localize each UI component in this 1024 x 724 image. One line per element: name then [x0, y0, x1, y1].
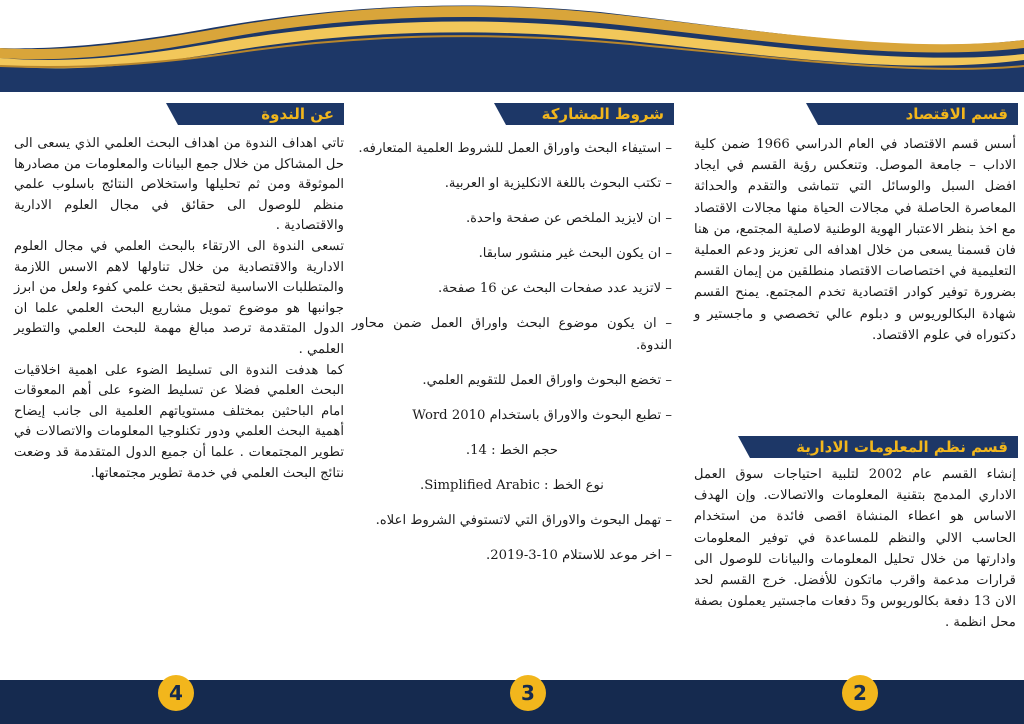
about-paragraphs	[14, 134, 344, 484]
section-header-mis	[738, 436, 1018, 458]
condition-item: – تهمل البحوث والاوراق التي لاتستوفي الشروط اعلاه.	[375, 513, 672, 528]
condition-item-font-type: نوع الخط : Simplified Arabic.	[420, 478, 604, 493]
section-header-about	[166, 103, 344, 125]
header-banner	[0, 0, 1024, 92]
about-paragraph-2: تسعى الندوة الى الارتقاء بالبحث العلمي في مجال العلوم الادارية والاقتصادية من خلال تناولها لاهم الاسس اللازمة والمتطلبات الاساسية لتحقيق بحث علمي كفوء ولعل من ابرز جوانبها هو موضوع تمويل مشاريع البحث العلمي علما ان الدول المتقدمة ترصد مبالغ مهمة للبحث العلمي والتطوير العلمي .	[14, 238, 344, 357]
condition-item: – لاتزيد عدد صفحات البحث عن 16 صفحة.	[438, 281, 672, 296]
section-header-conditions	[494, 103, 674, 125]
page-number-2: 2	[842, 675, 878, 711]
condition-item: – تطبع البحوث والاوراق باستخدام Word 2010	[412, 408, 672, 423]
condition-item: – ان لايزيد الملخص عن صفحة واحدة.	[465, 211, 672, 226]
condition-item: – تخضع البحوث واوراق العمل للتقويم العلمي.	[422, 373, 672, 388]
section-title-conditions: شروط المشاركة	[541, 105, 664, 123]
section-title-about: عن الندوة	[261, 105, 334, 123]
section-title-economics: قسم الاقتصاد	[905, 105, 1008, 123]
condition-item: – ان يكون موضوع البحث واوراق العمل ضمن محاور الندوة.	[352, 316, 672, 353]
about-paragraph-1: تاتي اهداف الندوة من اهداف البحث العلمي الذي يسعى الى حل المشاكل من خلال جمع البيانات والمعلومات من مصادرها الموثوقة ومن ثم تحليلها واستخلاص النتائج باسلوب علمي منظم للوصول الى حقائق في مجال العلوم الادارية والاقتصادية .	[14, 136, 344, 234]
page-number-3: 3	[510, 675, 546, 711]
mis-paragraph: إنشاء القسم عام 2002 لتلبية احتياجات سوق العمل الاداري المدمج بتقنية المعلومات والاتصالات. وإن الهدف الاساس هو اعطاء المنشاة اقصى فائدة من استخدام الحاسب الالي والنظم للمساعدة في توفير المعلومات وادارتها من خلال تحليل المعلومات والبيانات للوصول الى قرارات مدعمة واقرب ماتكون للأفضل. خرج القسم لحد الان 13 دفعة بكالوريوس و5 دفعات ماجستير يعملون بصفة محل انظمة .	[694, 467, 1017, 631]
page-number-4: 4	[158, 675, 194, 711]
condition-item: – تكتب البحوث باللغة الانكليزية او العربية.	[444, 176, 672, 191]
conditions-list	[352, 138, 672, 580]
section-title-mis: قسم نظم المعلومات الادارية	[796, 438, 1008, 456]
about-paragraph-3: كما هدفت الندوة الى تسليط الضوء على اهمية اخلاقيات البحث العلمي فضلا عن تسليط الضوء على أهم المعوقات امام الباحثين بمختلف مستوياتهم العلمية الى جانب إيضاح أهمية البحث العلمي ودور تكنلوجيا المعلومات والاتصالات في تطوير المجتمعات . علما أن جميع الدول المتقدمة قد وضعت نتائج البحث العلمي في خدمة تطوير مجتمعاتها.	[14, 362, 344, 481]
condition-item-font-size: حجم الخط : 14.	[465, 443, 559, 458]
condition-item: – استيفاء البحث واوراق العمل للشروط العلمية المتعارفه.	[358, 141, 672, 156]
condition-item-deadline: – اخر موعد للاستلام 10-3-2019.	[486, 548, 672, 563]
section-header-economics	[806, 103, 1018, 125]
economics-paragraph: أسس قسم الاقتصاد في العام الدراسي 1966 ضمن كلية الاداب – جامعة الموصل. وتنعكس رؤية القسم في ايجاد افضل السبل والوسائل التي تتماشى والتقدم والحداثة المعاصرة الحاصلة في مجالات الحياة منها مجالات الاقتصاد مع اخذ بنظر الاعتبار الهوية الوطنية لاصلية المجتمع، من هنا فان قسمنا يسعى من خلال اهدافه الى تعزيز ودعم العملية التعليمية في اختصاصات الاقتصاد منطلقين من إيمان القسم بضرورة توفير كوادر اقتصادية تخدم المجتمع. يمنح القسم شهادة البكالوريوس و دبلوم عالي تخصصي و ماجستير و دكتوراه في علوم الاقتصاد.	[694, 137, 1016, 343]
condition-item: – ان يكون البحث غير منشور سابقا.	[478, 246, 672, 261]
